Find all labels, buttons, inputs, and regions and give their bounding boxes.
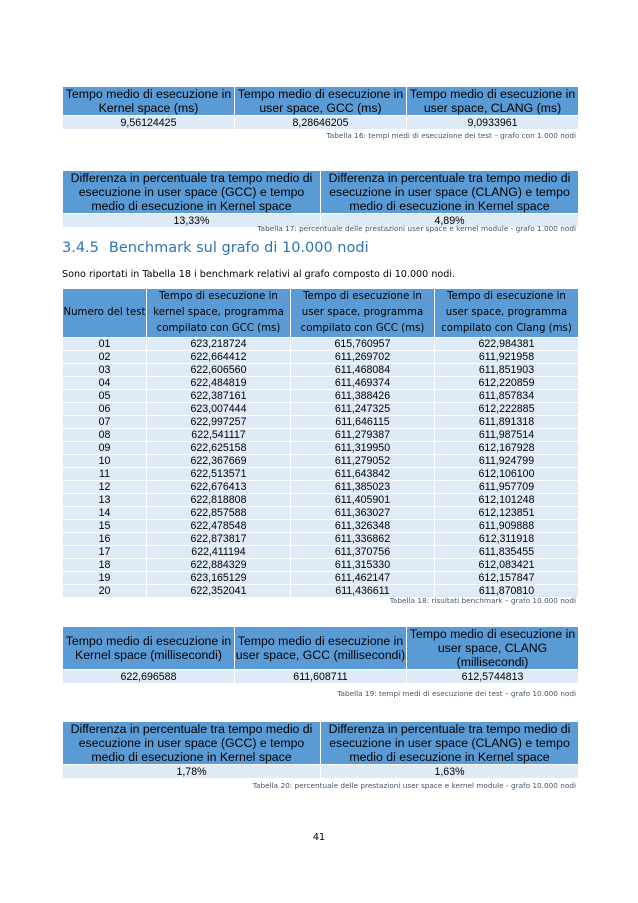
table-16-header: Tempo medio di esecuzione in user space, CLANG (ms) — [407, 87, 579, 116]
table-cell: 611,385023 — [291, 481, 435, 494]
table-cell: 622,873817 — [147, 533, 291, 546]
table-cell: 622,387161 — [147, 390, 291, 403]
table-16-header: Tempo medio di esecuzione in Kernel space (ms) — [63, 87, 235, 116]
table-cell: 622,884329 — [147, 559, 291, 572]
table-18-header: Numero del test — [63, 289, 147, 338]
table-20-caption: Tabella 20: percentuale delle prestazioni user space e kernel module - grafo 10.000 nodi — [252, 781, 576, 790]
table-cell: 612,220859 — [435, 377, 579, 390]
table-cell: 611,921958 — [435, 351, 579, 364]
table-cell: 611,319950 — [291, 442, 435, 455]
table-cell: 13 — [63, 494, 147, 507]
table-18-caption: Tabella 18: risultati benchmark – grafo 10.000 nodi — [389, 596, 576, 605]
table-19-value: 622,696588 — [63, 670, 235, 684]
table-cell: 611,269702 — [291, 351, 435, 364]
table-cell: 622,513571 — [147, 468, 291, 481]
table-cell: 622,606560 — [147, 364, 291, 377]
table-cell: 10 — [63, 455, 147, 468]
table-cell: 611,909888 — [435, 520, 579, 533]
table-cell: 615,760957 — [291, 338, 435, 351]
table-cell: 19 — [63, 572, 147, 585]
section-heading — [62, 240, 369, 256]
table-row — [63, 377, 579, 390]
table-row — [63, 364, 579, 377]
table-cell: 612,311918 — [435, 533, 579, 546]
table-cell: 622,352041 — [147, 585, 291, 598]
table-row — [63, 390, 579, 403]
table-17-caption: Tabella 17: percentuale delle prestazioni user space e kernel module - grafo 1.000 nodi — [257, 224, 576, 233]
table-cell: 622,625158 — [147, 442, 291, 455]
table-cell: 622,411194 — [147, 546, 291, 559]
table-cell: 611,987514 — [435, 429, 579, 442]
table-cell: 622,997257 — [147, 416, 291, 429]
table-19 — [62, 626, 579, 684]
table-17-value: 13,33% — [63, 214, 321, 228]
table-cell: 05 — [63, 390, 147, 403]
table-cell: 07 — [63, 416, 147, 429]
table-cell: 611,851903 — [435, 364, 579, 377]
table-cell: 622,676413 — [147, 481, 291, 494]
table-row — [63, 429, 579, 442]
table-cell: 611,857834 — [435, 390, 579, 403]
table-cell: 611,924799 — [435, 455, 579, 468]
table-17 — [62, 170, 579, 228]
table-cell: 611,646115 — [291, 416, 435, 429]
table-19-header: Tempo medio di esecuzione in Kernel space (millisecondi) — [63, 627, 235, 670]
table-19-header: Tempo medio di esecuzione in user space, GCC (millisecondi) — [235, 627, 407, 670]
table-16-header: Tempo medio di esecuzione in user space, GCC (ms) — [235, 87, 407, 116]
table-cell: 623,165129 — [147, 572, 291, 585]
table-cell: 623,218724 — [147, 338, 291, 351]
table-cell: 20 — [63, 585, 147, 598]
table-row — [63, 455, 579, 468]
table-cell: 01 — [63, 338, 147, 351]
table-20-value: 1,78% — [63, 765, 321, 779]
table-row — [63, 481, 579, 494]
table-17-value: 4,89% — [321, 214, 579, 228]
table-cell: 06 — [63, 403, 147, 416]
table-cell: 622,478548 — [147, 520, 291, 533]
table-row — [63, 572, 579, 585]
table-cell: 622,984381 — [435, 338, 579, 351]
table-16-value: 9,0933961 — [407, 116, 579, 130]
table-cell: 611,891318 — [435, 416, 579, 429]
section-number: 3.4.5 — [62, 240, 99, 256]
table-row — [63, 351, 579, 364]
table-cell: 02 — [63, 351, 147, 364]
table-cell: 611,405901 — [291, 494, 435, 507]
table-cell: 611,247325 — [291, 403, 435, 416]
table-cell: 612,167928 — [435, 442, 579, 455]
table-row — [63, 468, 579, 481]
table-cell: 611,870810 — [435, 585, 579, 598]
section-title: Benchmark sul grafo di 10.000 nodi — [108, 240, 369, 256]
table-cell: 14 — [63, 507, 147, 520]
table-row — [63, 494, 579, 507]
table-cell: 623,007444 — [147, 403, 291, 416]
table-16-value: 8,28646205 — [235, 116, 407, 130]
table-row — [63, 559, 579, 572]
table-20-value: 1,63% — [321, 765, 579, 779]
table-cell: 611,462147 — [291, 572, 435, 585]
table-cell: 611,388426 — [291, 390, 435, 403]
table-cell: 611,363027 — [291, 507, 435, 520]
table-18-header: Tempo di esecuzione in user space, programma compilato con Clang (ms) — [435, 289, 579, 338]
table-cell: 612,083421 — [435, 559, 579, 572]
table-row — [63, 403, 579, 416]
table-cell: 611,436611 — [291, 585, 435, 598]
table-18 — [62, 288, 579, 598]
table-17-header: Differenza in percentuale tra tempo medio di esecuzione in user space (CLANG) e tempo medio di esecuzione in Kernel space — [321, 171, 579, 214]
table-19-value: 612,5744813 — [407, 670, 579, 684]
table-18-header: Tempo di esecuzione in kernel space, programma compilato con GCC (ms) — [147, 289, 291, 338]
table-cell: 612,123851 — [435, 507, 579, 520]
table-row — [63, 507, 579, 520]
table-cell: 03 — [63, 364, 147, 377]
table-cell: 04 — [63, 377, 147, 390]
table-20-header: Differenza in percentuale tra tempo medio di esecuzione in user space (GCC) e tempo medio di esecuzione in Kernel space — [63, 722, 321, 765]
table-16-caption: Tabella 16: tempi medi di esecuzione dei test – grafo con 1.000 nodi — [326, 131, 576, 140]
table-16-value: 9,56124425 — [63, 116, 235, 130]
table-row — [63, 416, 579, 429]
table-cell: 612,222885 — [435, 403, 579, 416]
table-cell: 612,101248 — [435, 494, 579, 507]
table-cell: 622,484819 — [147, 377, 291, 390]
table-20 — [62, 721, 579, 779]
table-row — [63, 442, 579, 455]
table-cell: 09 — [63, 442, 147, 455]
table-cell: 12 — [63, 481, 147, 494]
table-19-value: 611,608711 — [235, 670, 407, 684]
table-cell: 622,664412 — [147, 351, 291, 364]
table-cell: 611,315330 — [291, 559, 435, 572]
table-cell: 622,818808 — [147, 494, 291, 507]
table-cell: 611,326348 — [291, 520, 435, 533]
table-cell: 18 — [63, 559, 147, 572]
table-cell: 611,370756 — [291, 546, 435, 559]
table-cell: 611,957709 — [435, 481, 579, 494]
table-19-header: Tempo medio di esecuzione in user space, CLANG (millisecondi) — [407, 627, 579, 670]
table-row — [63, 520, 579, 533]
table-cell: 611,469374 — [291, 377, 435, 390]
table-cell: 611,468084 — [291, 364, 435, 377]
section-intro: Sono riportati in Tabella 18 i benchmark relativi al grafo composto di 10.000 nodi. — [62, 269, 456, 280]
table-cell: 612,106100 — [435, 468, 579, 481]
table-18-body — [63, 338, 579, 598]
table-cell: 11 — [63, 468, 147, 481]
table-row — [63, 546, 579, 559]
table-cell: 08 — [63, 429, 147, 442]
table-cell: 622,367669 — [147, 455, 291, 468]
table-cell: 611,835455 — [435, 546, 579, 559]
table-cell: 17 — [63, 546, 147, 559]
table-cell: 612,157847 — [435, 572, 579, 585]
table-18-header: Tempo di esecuzione in user space, programma compilato con GCC (ms) — [291, 289, 435, 338]
table-row — [63, 338, 579, 351]
table-cell: 611,336862 — [291, 533, 435, 546]
table-cell: 622,541117 — [147, 429, 291, 442]
table-17-header: Differenza in percentuale tra tempo medio di esecuzione in user space (GCC) e tempo medio di esecuzione in Kernel space — [63, 171, 321, 214]
table-row — [63, 533, 579, 546]
table-cell: 611,279387 — [291, 429, 435, 442]
table-cell: 611,279052 — [291, 455, 435, 468]
page-number: 41 — [312, 832, 326, 843]
table-cell: 15 — [63, 520, 147, 533]
table-20-header: Differenza in percentuale tra tempo medio di esecuzione in user space (CLANG) e tempo medio di esecuzione in Kernel space — [321, 722, 579, 765]
table-19-caption: Tabella 19: tempi medi di esecuzione dei test – grafo 10.000 nodi — [337, 689, 576, 698]
table-cell: 622,857588 — [147, 507, 291, 520]
table-cell: 611,643842 — [291, 468, 435, 481]
table-cell: 16 — [63, 533, 147, 546]
table-16 — [62, 86, 579, 130]
